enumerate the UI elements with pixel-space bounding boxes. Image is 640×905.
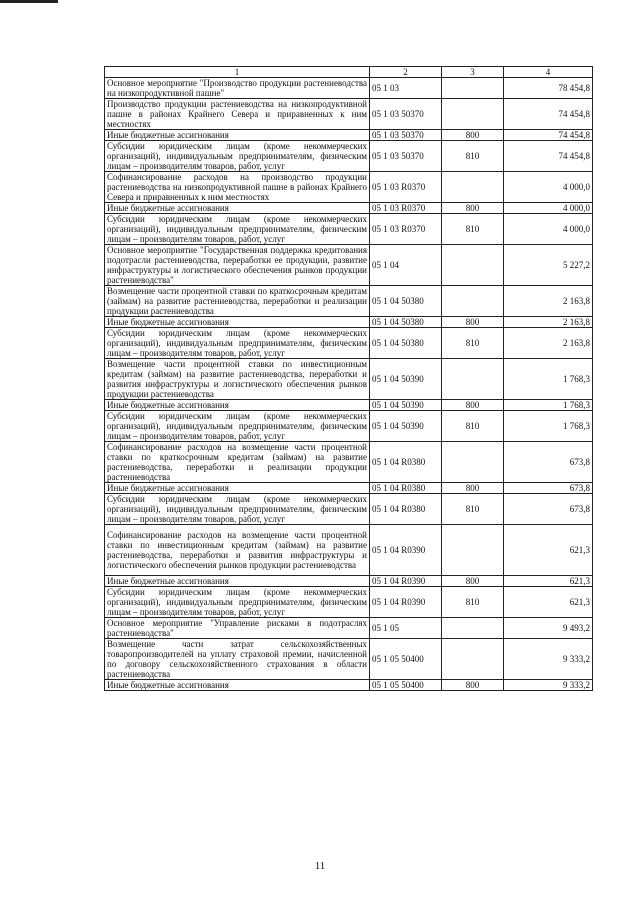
row-type: 800	[442, 203, 504, 214]
row-name: Иные бюджетные ассигнования	[105, 203, 370, 214]
row-code: 05 1 03 50370	[370, 99, 442, 130]
scan-mark	[0, 0, 58, 3]
row-amount: 2 163,8	[504, 317, 593, 328]
row-type: 800	[442, 400, 504, 411]
row-name: Иные бюджетные ассигнования	[105, 576, 370, 587]
row-name: Иные бюджетные ассигнования	[105, 400, 370, 411]
header-col-2: 2	[370, 67, 442, 78]
row-name: Субсидии юридическим лицам (кроме некоммерческих организаций), индивидуальным предпринимателям, физическим лицам – производителям товаров, работ, услуг	[105, 494, 370, 525]
row-type	[442, 245, 504, 286]
row-amount: 74 454,8	[504, 141, 593, 172]
row-name: Основное мероприятие "Управление рисками в подотраслях растениеводства"	[105, 618, 370, 639]
row-code: 05 1 04 50390	[370, 411, 442, 442]
row-amount: 78 454,8	[504, 78, 593, 99]
row-amount: 2 163,8	[504, 328, 593, 359]
row-type	[442, 172, 504, 203]
table-row	[105, 618, 593, 639]
table-row	[105, 99, 593, 130]
row-name: Субсидии юридическим лицам (кроме некоммерческих организаций), индивидуальным предпринимателям, физическим лицам – производителям товаров, работ, услуг	[105, 141, 370, 172]
table-row	[105, 411, 593, 442]
table-row	[105, 245, 593, 286]
row-amount: 621,3	[504, 587, 593, 618]
row-type	[442, 442, 504, 483]
table-row	[105, 525, 593, 576]
row-type	[442, 359, 504, 400]
row-amount: 1 768,3	[504, 359, 593, 400]
row-type: 810	[442, 411, 504, 442]
row-amount: 4 000,0	[504, 214, 593, 245]
row-code: 05 1 05	[370, 618, 442, 639]
row-amount: 74 454,8	[504, 130, 593, 141]
row-type	[442, 618, 504, 639]
table-row	[105, 494, 593, 525]
row-code: 05 1 04 R0390	[370, 576, 442, 587]
row-code: 05 1 03	[370, 78, 442, 99]
row-name: Субсидии юридическим лицам (кроме некоммерческих организаций), индивидуальным предпринимателям, физическим лицам – производителям товаров, работ, услуг	[105, 411, 370, 442]
table-row	[105, 639, 593, 680]
row-type: 800	[442, 130, 504, 141]
row-code: 05 1 04 R0390	[370, 587, 442, 618]
row-code: 05 1 03 50370	[370, 141, 442, 172]
row-code: 05 1 04 50380	[370, 328, 442, 359]
table-row	[105, 587, 593, 618]
row-code: 05 1 04 R0380	[370, 483, 442, 494]
row-name: Основное мероприятие "Производство продукции растениеводства на низкопродуктивной пашне"	[105, 78, 370, 99]
table-row	[105, 78, 593, 99]
row-amount: 2 163,8	[504, 286, 593, 317]
row-code: 05 1 04 50380	[370, 286, 442, 317]
table-header-row	[105, 67, 593, 78]
row-name: Софинансирование расходов на возмещение части процентной ставки по инвестиционным кредитам (займам) на развитие растениеводства, переработки и развития инфраструктуры и логистического обеспечения рынков продукции растениеводства	[105, 525, 370, 576]
row-amount: 4 000,0	[504, 203, 593, 214]
row-type: 800	[442, 680, 504, 691]
row-amount: 9 333,2	[504, 639, 593, 680]
table-row	[105, 214, 593, 245]
row-type: 810	[442, 587, 504, 618]
row-amount: 4 000,0	[504, 172, 593, 203]
row-amount: 9 333,2	[504, 680, 593, 691]
row-type	[442, 639, 504, 680]
row-amount: 673,8	[504, 483, 593, 494]
row-name: Субсидии юридическим лицам (кроме некоммерческих организаций), индивидуальным предпринимателям, физическим лицам – производителям товаров, работ, услуг	[105, 214, 370, 245]
row-type	[442, 286, 504, 317]
row-code: 05 1 04	[370, 245, 442, 286]
row-code: 05 1 05 50400	[370, 680, 442, 691]
row-amount: 621,3	[504, 525, 593, 576]
row-name: Субсидии юридическим лицам (кроме некоммерческих организаций), индивидуальным предпринимателям, физическим лицам – производителям товаров, работ, услуг	[105, 587, 370, 618]
row-name: Основное мероприятие "Государственная поддержка кредитования подотрасли растениеводства, переработки ее продукции, развитие инфраструктуры и логистического обеспечения рынков продукции растениеводства"	[105, 245, 370, 286]
row-code: 05 1 04 R0380	[370, 494, 442, 525]
row-amount: 1 768,3	[504, 400, 593, 411]
table-row	[105, 359, 593, 400]
table-row	[105, 576, 593, 587]
row-type: 810	[442, 214, 504, 245]
header-col-4: 4	[504, 67, 593, 78]
row-type: 800	[442, 576, 504, 587]
row-type: 810	[442, 494, 504, 525]
table-row	[105, 130, 593, 141]
row-amount: 673,8	[504, 494, 593, 525]
row-name: Возмещение части процентной ставки по краткосрочным кредитам (займам) на развитие растениеводства, переработки и реализации продукции растениеводства	[105, 286, 370, 317]
row-name: Иные бюджетные ассигнования	[105, 317, 370, 328]
header-col-1: 1	[105, 67, 370, 78]
row-name: Возмещение части процентной ставки по инвестиционным кредитам (займам) на развитие растениеводства, переработки и развития инфраструктуры и логистического обеспечения рынков продукции растениеводства	[105, 359, 370, 400]
row-type	[442, 525, 504, 576]
row-name: Софинансирование расходов на производство продукции растениеводства на низкопродуктивной пашне в районах Крайнего Севера и приравненных к ним местностях	[105, 172, 370, 203]
row-type: 800	[442, 317, 504, 328]
header-col-3: 3	[442, 67, 504, 78]
row-code: 05 1 04 50390	[370, 359, 442, 400]
budget-table	[104, 66, 593, 691]
row-name: Иные бюджетные ассигнования	[105, 483, 370, 494]
row-code: 05 1 04 R0380	[370, 442, 442, 483]
row-amount: 1 768,3	[504, 411, 593, 442]
row-code: 05 1 04 R0390	[370, 525, 442, 576]
table-row	[105, 141, 593, 172]
table-row	[105, 286, 593, 317]
row-code: 05 1 05 50400	[370, 639, 442, 680]
table-row	[105, 172, 593, 203]
row-code: 05 1 04 50390	[370, 400, 442, 411]
row-amount: 9 493,2	[504, 618, 593, 639]
row-name: Иные бюджетные ассигнования	[105, 130, 370, 141]
row-amount: 621,3	[504, 576, 593, 587]
row-name: Производство продукции растениеводства на низкопродуктивной пашне в районах Крайнего Севера и приравненных к ним местностях	[105, 99, 370, 130]
row-name: Иные бюджетные ассигнования	[105, 680, 370, 691]
row-type: 810	[442, 141, 504, 172]
row-name: Субсидии юридическим лицам (кроме некоммерческих организаций), индивидуальным предпринимателям, физическим лицам – производителям товаров, работ, услуг	[105, 328, 370, 359]
row-code: 05 1 03 R0370	[370, 203, 442, 214]
table-row	[105, 400, 593, 411]
table-row	[105, 203, 593, 214]
row-code: 05 1 03 50370	[370, 130, 442, 141]
table-row	[105, 680, 593, 691]
table-row	[105, 442, 593, 483]
table-row	[105, 328, 593, 359]
row-amount: 673,8	[504, 442, 593, 483]
table-row	[105, 317, 593, 328]
row-type	[442, 99, 504, 130]
row-type: 810	[442, 328, 504, 359]
row-code: 05 1 04 50380	[370, 317, 442, 328]
page-number: 11	[314, 860, 326, 872]
row-name: Софинансирование расходов на возмещение части процентной ставки по краткосрочным кредитам (займам) на развитие растениеводства, переработки и реализации продукции растениеводства	[105, 442, 370, 483]
row-type: 800	[442, 483, 504, 494]
table-row	[105, 483, 593, 494]
row-code: 05 1 03 R0370	[370, 172, 442, 203]
row-code: 05 1 03 R0370	[370, 214, 442, 245]
row-type	[442, 78, 504, 99]
row-amount: 5 227,2	[504, 245, 593, 286]
row-name: Возмещение части затрат сельскохозяйственных товаропроизводителей на уплату страховой премии, начисленной по договору сельскохозяйственного страхования в области растениеводства	[105, 639, 370, 680]
row-amount: 74 454,8	[504, 99, 593, 130]
